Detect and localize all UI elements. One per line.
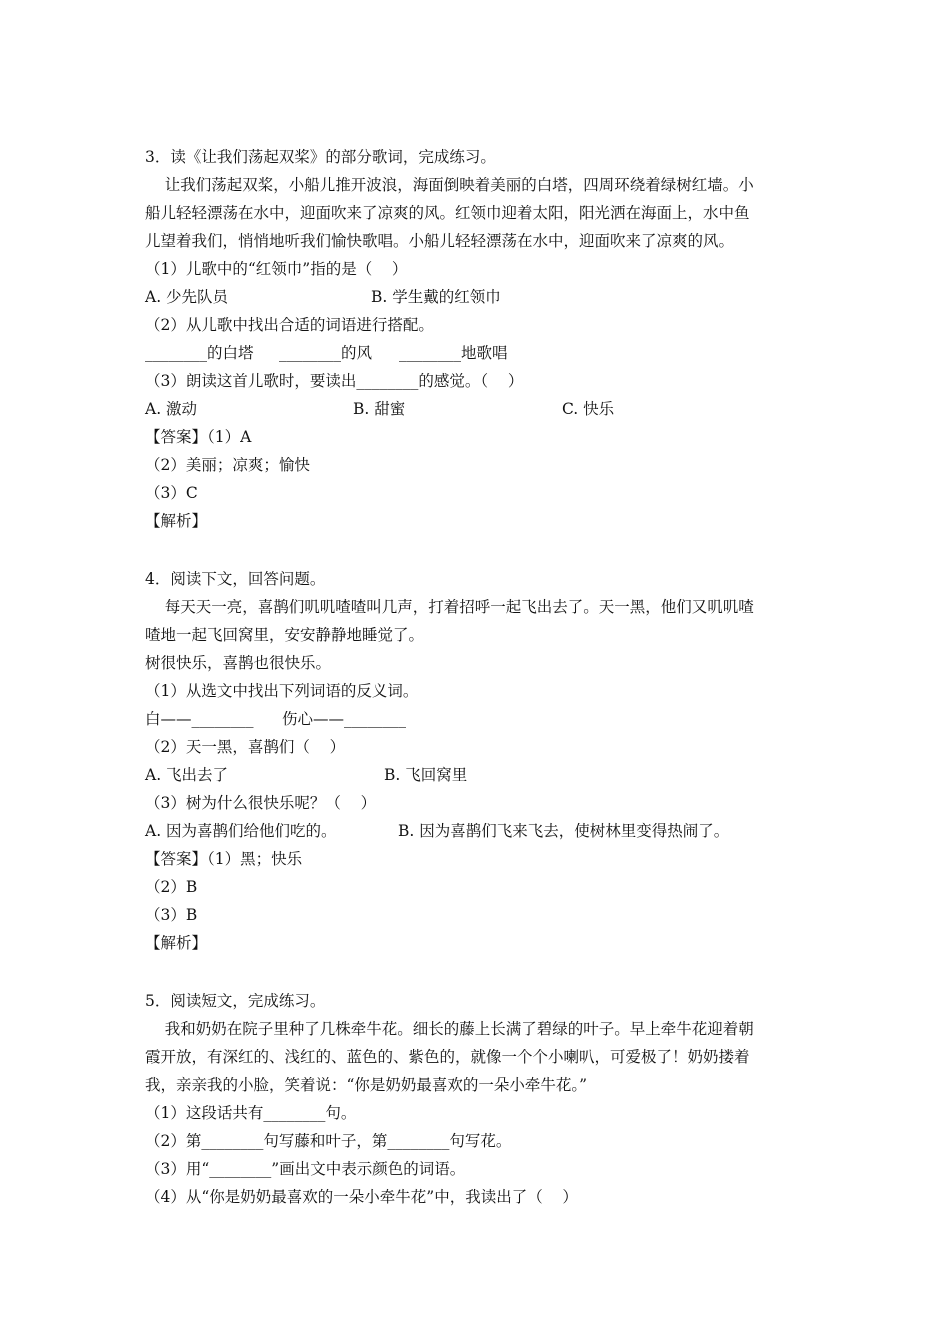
q4-sub3-option-b: B. 因为喜鹊们飞来飞去，使树林里变得热闹了。	[398, 822, 730, 840]
q3-sub3-question: （3）朗读这首儿歌时，要读出________的感觉。（ ）	[145, 372, 524, 390]
q3-answer: （3）C	[145, 484, 198, 502]
q3-answer: 【答案】（1）A	[145, 428, 252, 446]
q4-sub3-question: （3）树为什么很快乐呢？（ ）	[145, 794, 377, 812]
q3-analysis: 【解析】	[145, 512, 208, 530]
q3-passage-line: 船儿轻轻漂荡在水中，迎面吹来了凉爽的风。红领巾迎着太阳，阳光洒在海面上，水中鱼	[145, 204, 750, 222]
q4-sub1-blank: 伤心——________	[282, 710, 407, 728]
q5-passage-line: 霞开放，有深红的、浅红的、蓝色的、紫色的，就像一个个小喇叭，可爱极了！奶奶搂着	[145, 1048, 750, 1066]
q3-sub2-blank: ________的风	[279, 344, 373, 362]
q5-sub4-question: （4）从“你是奶奶最喜欢的一朵小牵牛花”中，我读出了（ ）	[145, 1188, 578, 1206]
q3-sub3-option-a: A. 激动	[145, 400, 198, 418]
q3-sub2-blank: ________地歌唱	[399, 344, 508, 362]
q4-passage-line: 每天天一亮，喜鹊们叽叽喳喳叫几声，打着招呼一起飞出去了。天一黑，他们又叽叽喳	[145, 598, 754, 616]
q4-analysis: 【解析】	[145, 934, 208, 952]
q4-sub2-question: （2）天一黑，喜鹊们（ ）	[145, 738, 346, 756]
q4-passage-line: 喳地一起飞回窝里，安安静静地睡觉了。	[145, 626, 425, 644]
q3-sub2-question: （2）从儿歌中找出合适的词语进行搭配。	[145, 316, 434, 334]
q4-title: 4．阅读下文，回答问题。	[145, 570, 326, 588]
q5-sub3-question: （3）用“________”画出文中表示颜色的词语。	[145, 1160, 466, 1178]
q3-sub3-option-c: C. 快乐	[562, 400, 615, 418]
q4-sub2-option-a: A. 飞出去了	[145, 766, 229, 784]
q4-answer: （2）B	[145, 878, 198, 896]
q4-sub1-question: （1）从选文中找出下列词语的反义词。	[145, 682, 419, 700]
q3-answer: （2）美丽；凉爽；愉快	[145, 456, 310, 474]
q4-sub1-blank: 白——________	[145, 710, 254, 728]
q5-sub2-question: （2）第________句写藤和叶子，第________句写花。	[145, 1132, 512, 1150]
q3-passage-line: 让我们荡起双桨，小船儿推开波浪，海面倒映着美丽的白塔，四周环绕着绿树红墙。小	[145, 176, 754, 194]
q3-sub1-option-b: B. 学生戴的红领巾	[371, 288, 501, 306]
q5-title: 5．阅读短文，完成练习。	[145, 992, 326, 1010]
q3-passage-line: 儿望着我们，悄悄地听我们愉快歌唱。小船儿轻轻漂荡在水中，迎面吹来了凉爽的风。	[145, 232, 735, 250]
q5-sub1-question: （1）这段话共有________句。	[145, 1104, 357, 1122]
q3-sub2-blank: ________的白塔	[145, 344, 254, 362]
q4-passage-line: 树很快乐，喜鹊也很快乐。	[145, 654, 332, 672]
q4-answer: 【答案】（1）黑；快乐	[145, 850, 303, 868]
q4-answer: （3）B	[145, 906, 198, 924]
q3-sub1-question: （1）儿歌中的“红领巾”指的是（ ）	[145, 260, 408, 278]
q3-sub3-option-b: B. 甜蜜	[353, 400, 406, 418]
q4-sub3-option-a: A. 因为喜鹊们给他们吃的。	[145, 822, 337, 840]
q5-passage-line: 我，亲亲我的小脸，笑着说：“你是奶奶最喜欢的一朵小牵牛花。”	[145, 1076, 588, 1094]
q3-sub1-option-a: A. 少先队员	[145, 288, 229, 306]
q4-sub2-option-b: B. 飞回窝里	[384, 766, 468, 784]
q3-title: 3．读《让我们荡起双桨》的部分歌词，完成练习。	[145, 148, 496, 166]
q5-passage-line: 我和奶奶在院子里种了几株牵牛花。细长的藤上长满了碧绿的叶子。早上牵牛花迎着朝	[145, 1020, 754, 1038]
